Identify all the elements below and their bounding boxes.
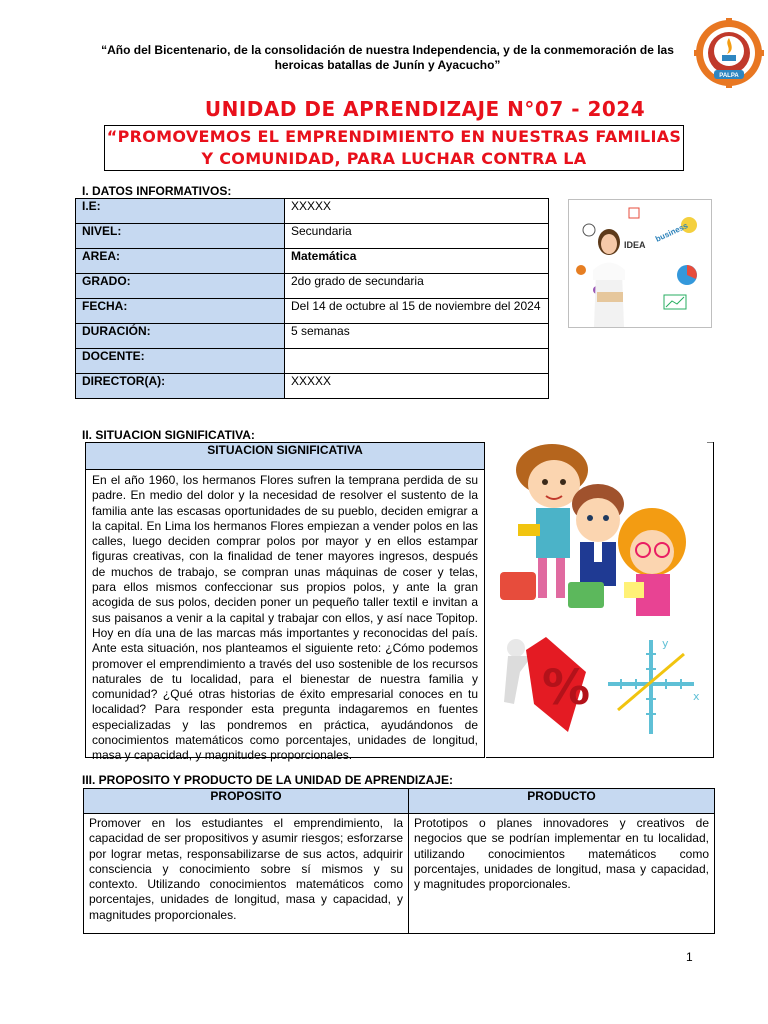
table-row [76, 299, 549, 324]
table-row [76, 324, 549, 349]
logo-text: PALPA [719, 73, 739, 79]
unit-title: UNIDAD DE APRENDIZAJE N°07 - 2024 [204, 97, 646, 121]
teacher-ideas-image [568, 199, 712, 328]
image-word-business: business [654, 220, 690, 244]
image-word-idea: IDEA [624, 240, 646, 250]
row-value: Matemática [285, 249, 549, 274]
row-label: DURACIÓN: [76, 324, 285, 349]
situacion-box-title: SITUACION SIGNIFICATIVA [86, 443, 484, 470]
situacion-significativa-box [85, 442, 485, 763]
axis-x-label: x [693, 690, 700, 703]
percent-symbol: % [542, 660, 591, 716]
row-label: AREA: [76, 249, 285, 274]
table-header-row [84, 789, 715, 814]
table-row [76, 249, 549, 274]
table-row [76, 374, 549, 399]
situacion-text: En el año 1960, los hermanos Flores sufren la temprana perdida de su padre. En medio del dolor y la necesidad de resolver el sustento de la familia ante las escasas oportunidades de su pueblo, deciden emigrar a la capital. En Lima los hermanos Flores empiezan a vender polos en las calles, luego deciden comprar polos por mayor y en ellos estampar figuras creativas, con la finalidad de tener mayores ingresos, después de muchos de trabajo, se compran unas máquinas de coser y telas, para ellos mismos confeccionar sus propios polos, y ante la gran acogida de sus polos, deciden poner un pequeño taller textil e invitan a sus paisanos a venir a la capital y trabajar con ellos, y así nace Topitop. Hoy en día una de las marcas más importantes y reconocidas del país. Ante esta situación, nos planteamos el siguiente reto: ¿Cómo podemos promover el emprendimiento a través del uso sostenible de los recursos naturales de tu localidad, para el bienestar de nuestra familia y comunidad? ¿Qué otras historias de éxito empresarial conoces en tu localidad? Para responder esta pregunta indagaremos en fuentes especializadas y las pondremos en práctica, ayudándonos de conocimientos matemáticos como porcentajes, unidades de longitud, masa y capacidad, y magnitudes proporcionales. [92, 473, 478, 763]
row-value: Secundaria [285, 224, 549, 249]
header-motto: “Año del Bicentenario, de la consolidación de nuestra Independencia, y de la conmemoración de las heroicas batallas de Junín y Ayacucho” [101, 43, 674, 72]
proposito-producto-table [83, 788, 715, 934]
row-value: 2do grado de secundaria [285, 274, 549, 299]
ugel-palpa-logo [694, 18, 764, 88]
section3-heading: III. PROPOSITO Y PRODUCTO DE LA UNIDAD DE APRENDIZAJE: [82, 773, 453, 787]
table-row [76, 274, 549, 299]
row-value: 5 semanas [285, 324, 549, 349]
row-label: FECHA: [76, 299, 285, 324]
producto-text: Prototipos o planes innovadores y creativos de negocios que se podrían implementar en tu localidad, utilizando conocimientos matemáticos como porcentajes, unidades de longitud, masa y capacidad, y magnitudes proporcionales. [409, 814, 715, 934]
table-row [84, 814, 715, 934]
table-row [76, 349, 549, 374]
axis-y-label: y [662, 637, 669, 650]
unit-subtitle: “PROMOVEMOS EL EMPRENDIMIENTO EN NUESTRAS FAMILIAS Y COMUNIDAD, PARA LUCHAR CONTRA LA [104, 125, 684, 171]
row-value: XXXXX [285, 199, 549, 224]
section2-heading: II. SITUACION SIGNIFICATIVA: [82, 428, 255, 442]
proposito-text: Promover en los estudiantes el emprendimiento, la capacidad de ser propositivos y asumir riesgos; esforzarse por lograr metas, responsabilizarse de sus actos, adquirir consciencia y conocimiento sobre sí mismos y su contexto. Utilizando conocimientos matemáticos como porcentajes, unidades de longitud, masa y capacidad, y magnitudes proporcionales. [84, 814, 409, 934]
row-label: I.E: [76, 199, 285, 224]
row-label: DIRECTOR(A): [76, 374, 285, 399]
producto-header: PRODUCTO [409, 789, 715, 814]
datos-informativos-table [75, 198, 549, 399]
table-row [76, 199, 549, 224]
row-label: GRADO: [76, 274, 285, 299]
row-value: Del 14 de octubre al 15 de noviembre del 2024 [285, 299, 549, 324]
proposito-header: PROPOSITO [84, 789, 409, 814]
section1-heading: I. DATOS INFORMATIVOS: [82, 184, 232, 198]
students-math-image [486, 442, 714, 758]
table-row [76, 224, 549, 249]
page-number: 1 [686, 950, 693, 964]
row-label: DOCENTE: [76, 349, 285, 374]
row-label: NIVEL: [76, 224, 285, 249]
row-value [285, 349, 549, 374]
row-value: XXXXX [285, 374, 549, 399]
